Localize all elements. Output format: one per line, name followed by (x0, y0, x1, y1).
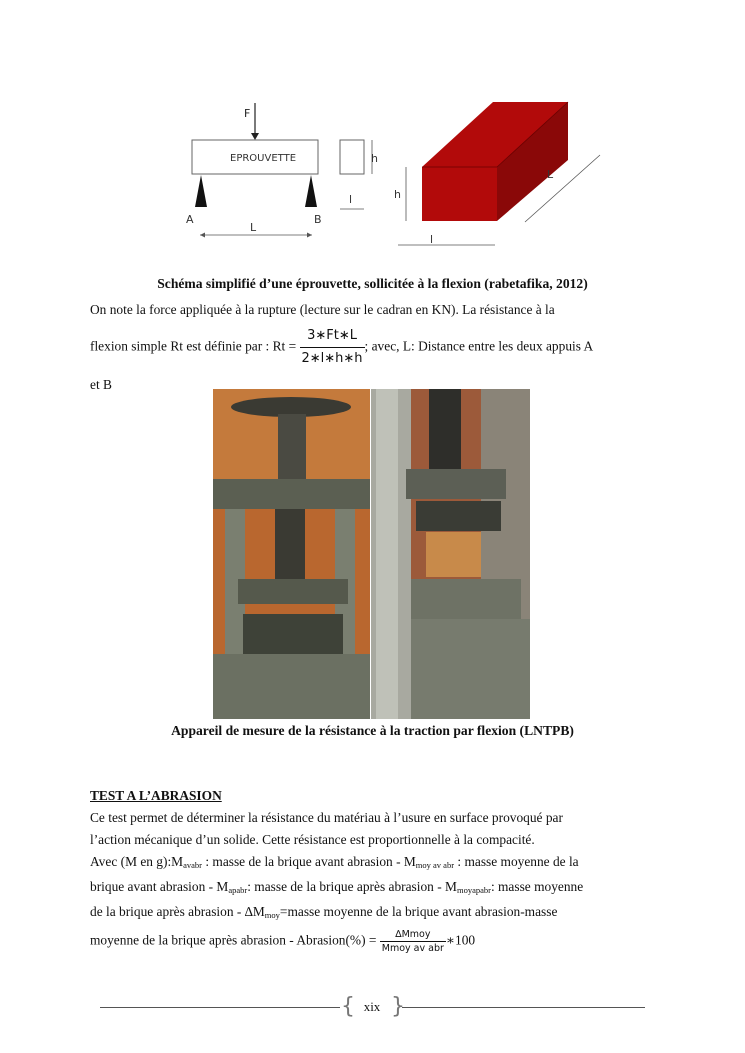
page-number: xix (363, 999, 381, 1014)
section-view (340, 140, 364, 174)
specimen-label: EPROUVETTE (230, 153, 297, 164)
paragraph-flexion: On note la force appliquée à la rupture (lecture sur le cadran en KN). La résistance à la flexion simple Rt est définie par : Rt = $\frac{3∗Ft∗L}{2∗l∗h∗h}$ ; avec, L: Distance entre les deux appuis A et B (90, 302, 594, 392)
section-heading: TEST A L’ABRASION (90, 788, 222, 803)
rt-formula: $\frac{3∗Ft∗L}{2∗l∗h∗h}$ (300, 325, 365, 370)
footer-rule-left (100, 1007, 340, 1008)
support-a (195, 175, 207, 207)
footer-bracket-right: } (391, 994, 405, 1019)
figure-caption-1: Schéma simplifié d’une éprouvette, sollicitée à la flexion (rabetafika, 2012) (157, 276, 588, 291)
svg-text:h: h (371, 152, 378, 165)
svg-text:L: L (250, 221, 257, 234)
brick-front (422, 167, 497, 221)
svg-text:l: l (430, 233, 434, 246)
svg-text:L: L (547, 168, 554, 181)
figure-caption-2: Appareil de mesure de la résistance à la traction par flexion (LNTPB) (171, 723, 574, 738)
svg-text:l: l (349, 193, 353, 206)
press-photo-left (213, 389, 370, 719)
svg-text:B: B (314, 213, 322, 226)
flexion-diagram (180, 95, 610, 260)
svg-text:A: A (186, 213, 194, 226)
section-abrasion: TEST A L’ABRASION Ce test permet de déterminer la résistance du matériau à l’usure en surface provoqué par l’action mécanique d’un solide. Cette résistance est proportionnelle à la compacité. Avec (M en $g):M_{avabr}$ : masse de la brique avant abrasion - $M_{moy av abr}$ : masse moyenne de la brique avant abrasion - $M_{apabr}$: masse de la brique après abrasion - $M_{moyapabr}$: masse moyenne de la brique après abrasion - $\Delta M_{moy}=masse$ moyenne de la brique avant abrasion-masse moyenne de la brique après abrasion - Abrasion(%) = $\frac{\text{∆Mmoy}}{\text{Mmoy av abr}}$ ∗100 (90, 785, 655, 955)
force-label: F (244, 107, 251, 120)
abrasion-formula: $\frac{\text{∆Mmoy}}{\text{Mmoy av abr}}$ (381, 929, 444, 954)
svg-text:h: h (394, 188, 401, 201)
press-photo-right (371, 389, 530, 719)
footer-rule-right (402, 1007, 645, 1008)
footer-bracket-left: { (341, 994, 355, 1019)
support-b (305, 175, 317, 207)
